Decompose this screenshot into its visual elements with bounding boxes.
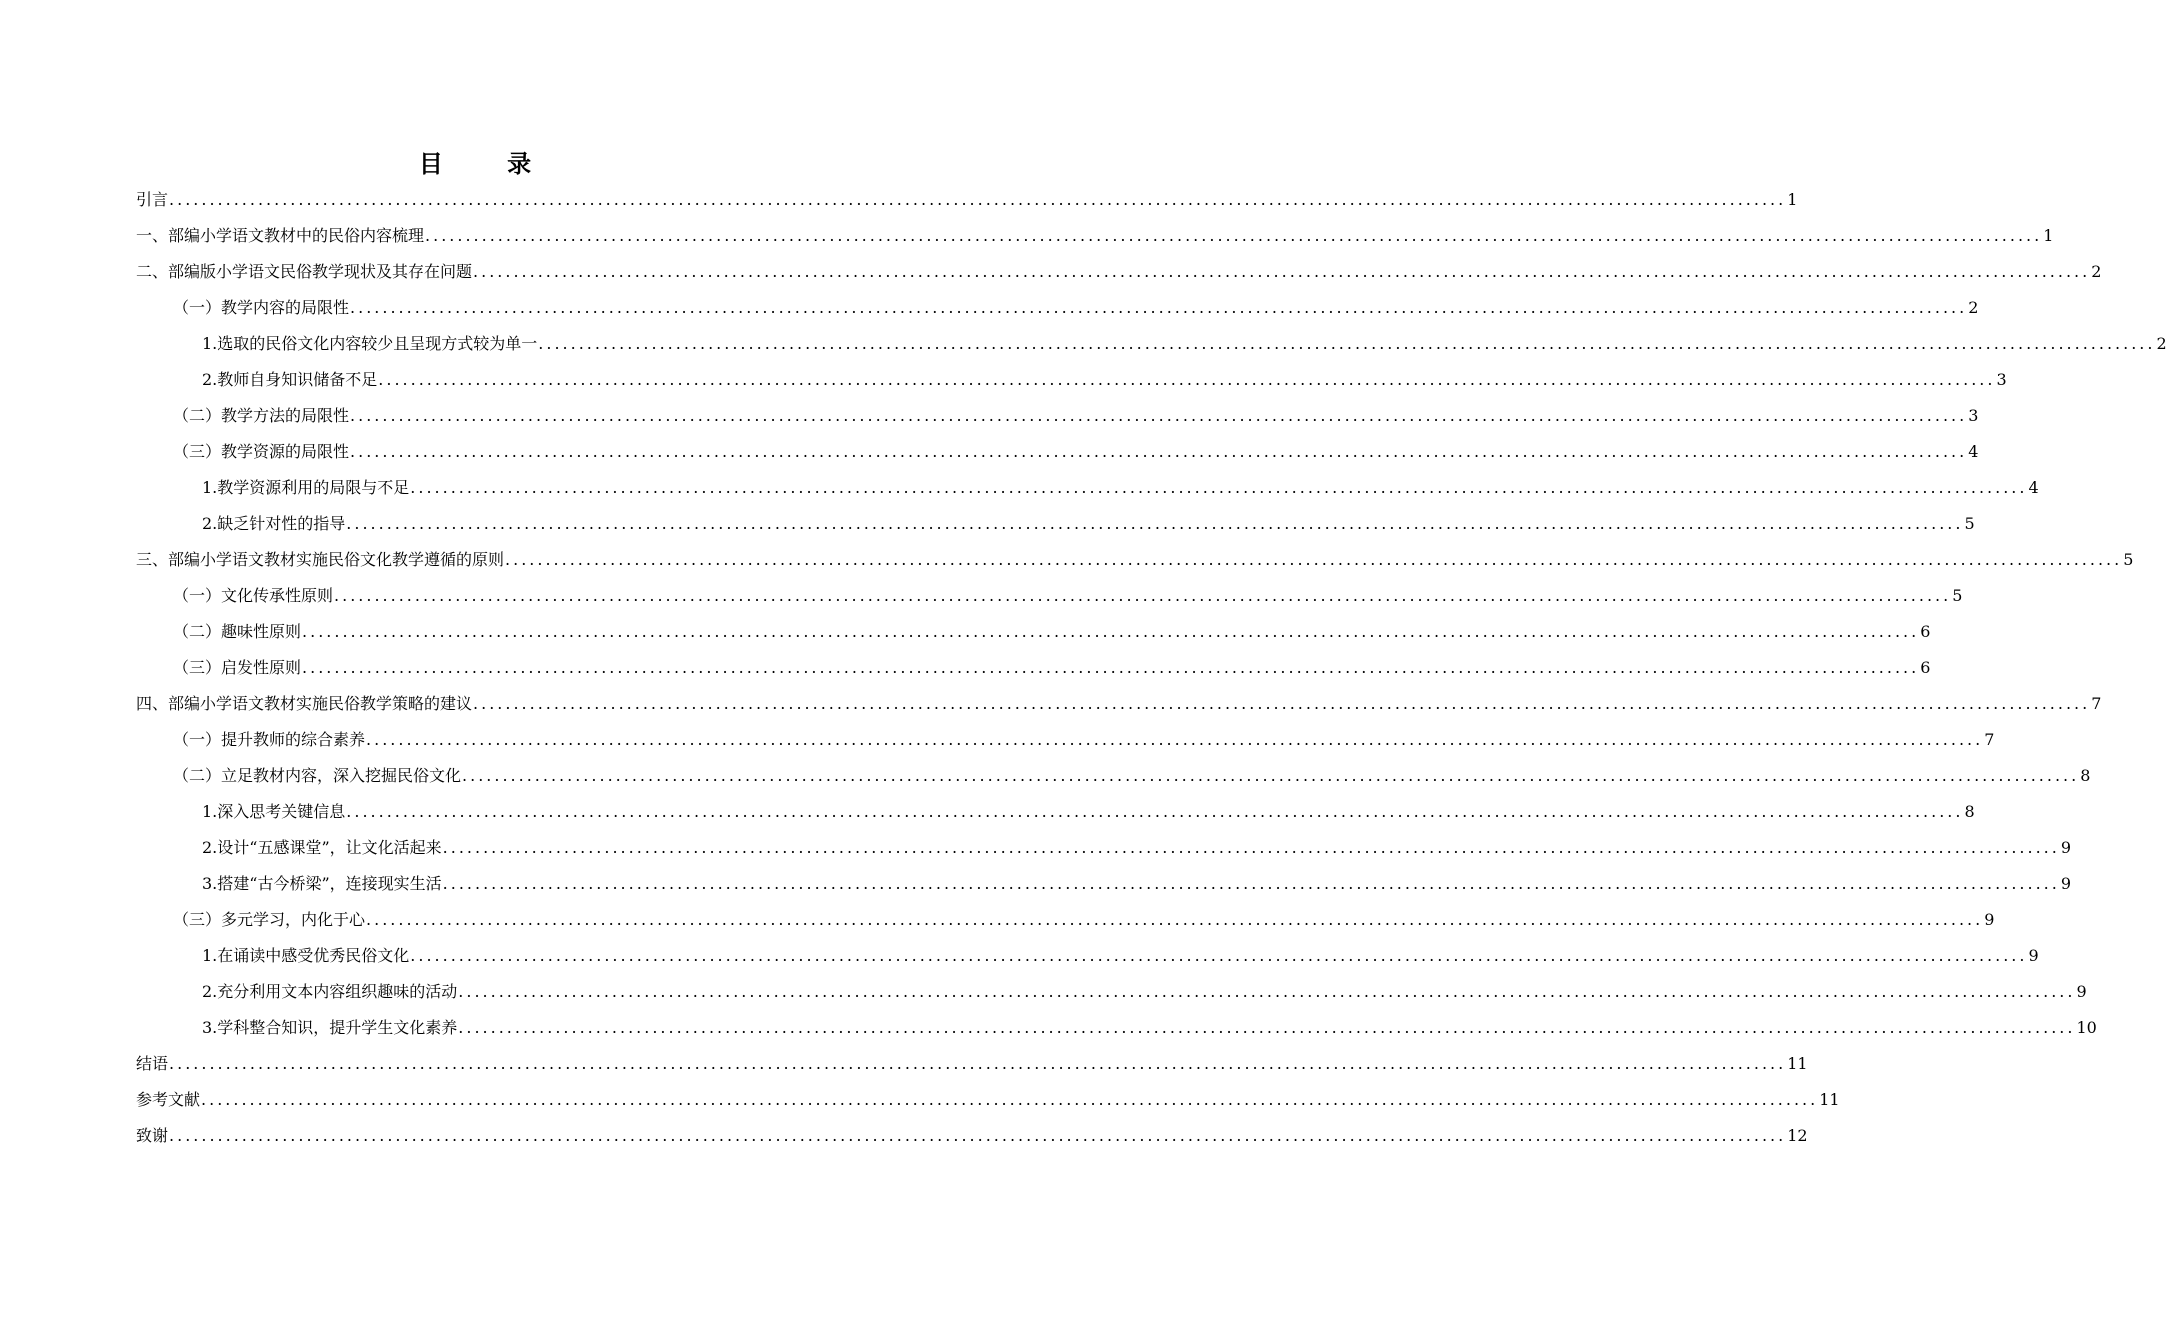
toc-entry[interactable]	[136, 650, 1931, 686]
toc-entry-page-number: 2	[2156, 334, 2167, 353]
toc-entry-page-number: 1	[2043, 226, 2054, 245]
toc-entry-page-number: 7	[2091, 694, 2102, 713]
toc-entry-label: 2.教师自身知识储备不足	[202, 370, 378, 389]
page-title: 目 录	[418, 149, 560, 178]
toc-dot-leader: ........................................................................................................................................................................................................	[350, 442, 1968, 461]
toc-entry-label: （三）教学资源的局限性	[173, 442, 350, 461]
toc-dot-leader: ........................................................................................................................................................................................................	[346, 514, 1964, 533]
toc-dot-leader: ........................................................................................................................................................................................................	[366, 910, 1984, 929]
toc-entry-label: 二、部编版小学语文民俗教学现状及其存在问题	[136, 262, 473, 281]
toc-entry-label: （一）教学内容的局限性	[173, 298, 350, 317]
toc-entry[interactable]	[136, 254, 2102, 290]
toc-entry-page-number: 7	[1984, 730, 1995, 749]
toc-entry[interactable]	[136, 362, 2007, 398]
toc-dot-leader: ........................................................................................................................................................................................................	[169, 1126, 1787, 1145]
toc-entry[interactable]	[136, 506, 1975, 542]
toc-entry-label: （二）立足教材内容，深入挖掘民俗文化	[173, 766, 462, 785]
toc-dot-leader: ........................................................................................................................................................................................................	[442, 838, 2060, 857]
toc-entry[interactable]	[136, 290, 1979, 326]
toc-entry-page-number: 5	[2123, 550, 2134, 569]
toc-entry[interactable]	[136, 1118, 1808, 1154]
toc-entry-page-number: 9	[1984, 910, 1995, 929]
toc-dot-leader: ........................................................................................................................................................................................................	[378, 370, 1996, 389]
toc-entry-page-number: 5	[1952, 586, 1963, 605]
toc-entry[interactable]	[136, 1046, 1808, 1082]
toc-entry-label: （二）教学方法的局限性	[173, 406, 350, 425]
toc-dot-leader: ........................................................................................................................................................................................................	[473, 262, 2091, 281]
toc-entry-label: 3.学科整合知识，提升学生文化素养	[202, 1018, 458, 1037]
toc-entry[interactable]	[136, 542, 2134, 578]
toc-entry-label: 1.教学资源利用的局限与不足	[202, 478, 410, 497]
toc-entry-page-number: 6	[1920, 658, 1931, 677]
toc-entry[interactable]	[136, 578, 1963, 614]
table-of-contents	[136, 182, 2167, 1154]
toc-entry-label: 2.充分利用文本内容组织趣味的活动	[202, 982, 458, 1001]
toc-entry[interactable]	[136, 794, 1975, 830]
toc-entry-page-number: 11	[1787, 1054, 1808, 1073]
toc-entry-page-number: 1	[1787, 190, 1798, 209]
toc-entry-label: 1.在诵读中感受优秀民俗文化	[202, 946, 410, 965]
toc-dot-leader: ........................................................................................................................................................................................................	[366, 730, 1984, 749]
toc-dot-leader: ........................................................................................................................................................................................................	[169, 1054, 1787, 1073]
toc-entry-label: 2.设计“五感课堂”，让文化活起来	[202, 838, 442, 857]
toc-entry-page-number: 12	[1787, 1126, 1808, 1145]
toc-dot-leader: ........................................................................................................................................................................................................	[505, 550, 2123, 569]
toc-entry-label: （二）趣味性原则	[173, 622, 302, 641]
toc-entry-page-number: 9	[2076, 982, 2087, 1001]
toc-dot-leader: ........................................................................................................................................................................................................	[410, 478, 2028, 497]
toc-entry[interactable]	[136, 830, 2072, 866]
toc-entry-page-number: 9	[2060, 874, 2072, 893]
toc-dot-leader: ........................................................................................................................................................................................................	[201, 1090, 1819, 1109]
toc-dot-leader: ........................................................................................................................................................................................................	[538, 334, 2156, 353]
toc-entry-label: （三）多元学习，内化于心	[173, 910, 366, 929]
toc-entry-page-number: 6	[1920, 622, 1931, 641]
toc-entry-page-number: 9	[2028, 946, 2039, 965]
toc-entry[interactable]	[136, 1010, 2097, 1046]
toc-dot-leader: ........................................................................................................................................................................................................	[462, 766, 2080, 785]
toc-entry[interactable]	[136, 686, 2102, 722]
toc-dot-leader: ........................................................................................................................................................................................................	[334, 586, 1952, 605]
toc-entry-page-number: 3	[1996, 370, 2007, 389]
toc-entry-page-number: 4	[1968, 442, 1979, 461]
toc-entry[interactable]	[136, 902, 1995, 938]
toc-entry-page-number: 4	[2028, 478, 2039, 497]
toc-dot-leader: ........................................................................................................................................................................................................	[346, 802, 1964, 821]
toc-entry-page-number: 8	[1964, 802, 1975, 821]
toc-entry-label: （三）启发性原则	[173, 658, 302, 677]
toc-entry-page-number: 5	[1964, 514, 1975, 533]
toc-entry-page-number: 11	[1819, 1090, 1840, 1109]
toc-entry-label: （一）文化传承性原则	[173, 586, 334, 605]
toc-entry-label: 三、部编小学语文教材实施民俗文化教学遵循的原则	[136, 550, 505, 569]
toc-dot-leader: ........................................................................................................................................................................................................	[302, 622, 1920, 641]
toc-dot-leader: ........................................................................................................................................................................................................	[458, 982, 2076, 1001]
toc-entry[interactable]	[136, 758, 2091, 794]
toc-entry-page-number: 2	[1968, 298, 1979, 317]
toc-entry-label: 四、部编小学语文教材实施民俗教学策略的建议	[136, 694, 473, 713]
toc-entry[interactable]	[136, 326, 2167, 362]
toc-entry-label: 1.深入思考关键信息	[202, 802, 346, 821]
toc-entry[interactable]	[136, 434, 1979, 470]
toc-dot-leader: ........................................................................................................................................................................................................	[442, 874, 2060, 893]
toc-entry-label: 致谢	[136, 1126, 169, 1145]
toc-dot-leader: ........................................................................................................................................................................................................	[350, 406, 1968, 425]
toc-dot-leader: ........................................................................................................................................................................................................	[425, 226, 2043, 245]
toc-entry[interactable]	[136, 182, 1798, 218]
toc-entry-label: （一）提升教师的综合素养	[173, 730, 366, 749]
toc-entry-label: 2.缺乏针对性的指导	[202, 514, 346, 533]
toc-dot-leader: ........................................................................................................................................................................................................	[350, 298, 1968, 317]
toc-dot-leader: ........................................................................................................................................................................................................	[410, 946, 2028, 965]
toc-entry[interactable]	[136, 398, 1979, 434]
toc-entry-page-number: 8	[2080, 766, 2091, 785]
toc-dot-leader: ........................................................................................................................................................................................................	[169, 190, 1787, 209]
toc-entry-label: 结语	[136, 1054, 169, 1073]
toc-entry[interactable]	[136, 614, 1931, 650]
toc-entry[interactable]	[136, 470, 2039, 506]
toc-entry-page-number: 9	[2060, 838, 2072, 857]
toc-entry-label: 参考文献	[136, 1090, 201, 1109]
toc-dot-leader: ........................................................................................................................................................................................................	[473, 694, 2091, 713]
toc-entry-label: 1.选取的民俗文化内容较少且呈现方式较为单一	[202, 334, 538, 353]
toc-entry[interactable]	[136, 722, 1995, 758]
toc-entry-label: 一、部编小学语文教材中的民俗内容梳理	[136, 226, 425, 245]
toc-entry-page-number: 3	[1968, 406, 1979, 425]
toc-entry[interactable]	[136, 938, 2039, 974]
toc-entry-page-number: 2	[2091, 262, 2102, 281]
toc-entry[interactable]	[136, 866, 2072, 902]
toc-dot-leader: ........................................................................................................................................................................................................	[458, 1018, 2076, 1037]
toc-entry-label: 引言	[136, 190, 169, 209]
toc-entry-label: 3.搭建“古今桥梁”，连接现实生活	[202, 874, 442, 893]
toc-entry[interactable]	[136, 1082, 1840, 1118]
toc-entry-page-number: 10	[2076, 1018, 2097, 1037]
toc-entry[interactable]	[136, 218, 2054, 254]
toc-dot-leader: ........................................................................................................................................................................................................	[302, 658, 1920, 677]
toc-entry[interactable]	[136, 974, 2087, 1010]
